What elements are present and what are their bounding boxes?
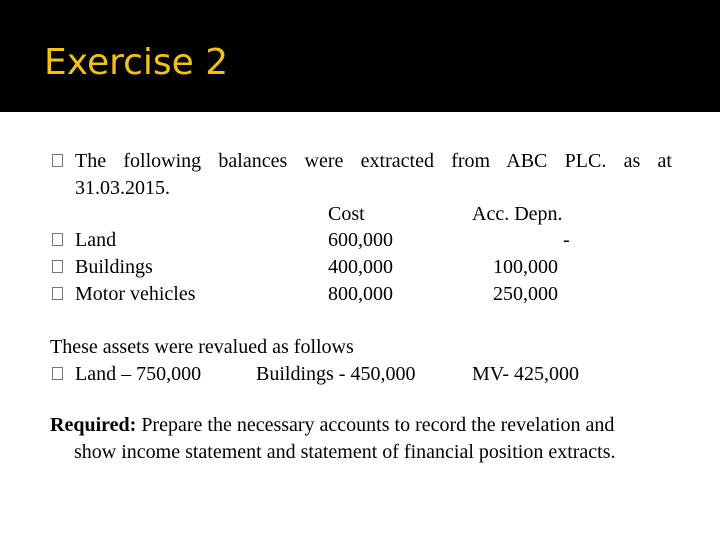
required-label: Required:: [50, 414, 137, 436]
asset-name-buildings: Buildings: [75, 256, 153, 278]
required-paragraph: [50, 412, 680, 466]
square-bullet-icon: [52, 233, 63, 246]
intro-line-2: 31.03.2015.: [75, 177, 170, 199]
revalued-buildings: Buildings - 450,000: [256, 363, 416, 385]
asset-depn-buildings: 100,000: [493, 256, 558, 278]
revalued-land: Land – 750,000: [75, 363, 202, 385]
slide-title: Exercise 2: [44, 42, 229, 83]
asset-cost-motor-vehicles: 800,000: [328, 283, 393, 305]
revalued-mv: MV- 425,000: [472, 363, 580, 385]
square-bullet-icon: [52, 260, 63, 273]
asset-cost-buildings: 400,000: [328, 256, 393, 278]
asset-cost-land: 600,000: [328, 229, 393, 251]
column-header-acc-depn: Acc. Depn.: [472, 203, 563, 225]
asset-depn-motor-vehicles: 250,000: [493, 283, 558, 305]
column-header-cost: Cost: [328, 203, 365, 225]
title-bar: [0, 0, 720, 112]
revalued-intro: These assets were revalued as follows: [50, 336, 354, 358]
square-bullet-icon: [52, 154, 63, 167]
asset-name-land: Land: [75, 229, 117, 251]
square-bullet-icon: [52, 287, 63, 300]
asset-depn-land: -: [563, 229, 570, 251]
asset-name-motor-vehicles: Motor vehicles: [75, 283, 196, 305]
required-line-1: Prepare the necessary accounts to record the revelation and: [136, 414, 615, 436]
square-bullet-icon: [52, 367, 63, 380]
required-line-2: show income statement and statement of financial position extracts.: [74, 441, 616, 463]
intro-line-1: The following balances were extracted from ABC PLC. as at: [75, 150, 672, 172]
